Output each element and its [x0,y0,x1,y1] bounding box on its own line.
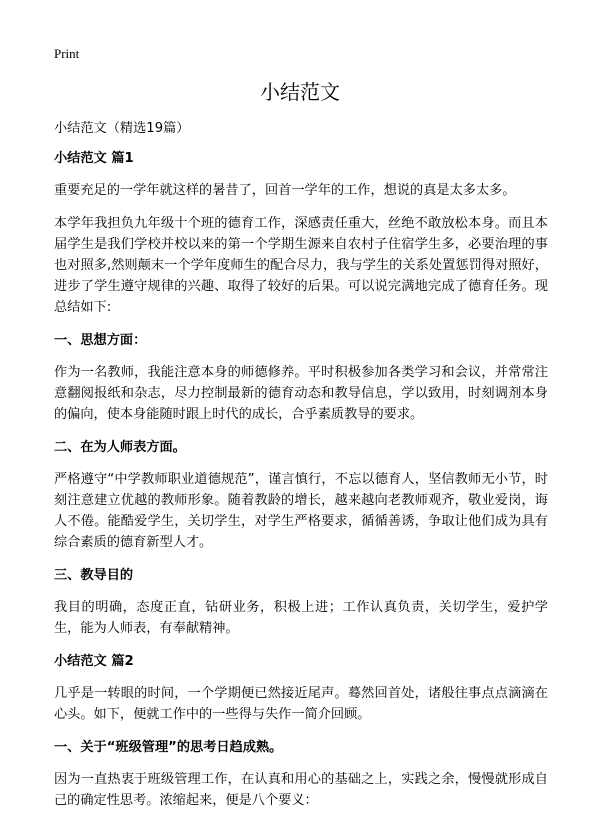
paragraph: 严格遵守“中学教师职业道德规范”，谨言慎行，不忘以德育人，坚信教师无小节，时刻注意建立优越的教师形象。随着教龄的增长，越来越向老教师观齐，敬业爱岗，诲人不倦。能酷爱学生，关切学生，对学生严格要求，循循善诱，争取让他们成为具有综合素质的德育新型人才。 [54,472,548,550]
section-heading: 小结范文 篇1 [54,151,134,166]
document-subtitle: 小结范文（精选19篇） [54,121,190,136]
paragraph: 作为一名教师，我能注意本身的师德修养。平时积极参加各类学习和会议，并常常注意翻阅报纸和杂志，尽力控制最新的德育动态和教导信息，学以致用，时刻调剂本身的偏向，使本身能随时跟上时代的成长，合乎素质教导的要求。 [54,365,548,422]
page-title: 小结范文 [260,80,340,104]
paragraph: 我目的明确，态度正直，钻研业务，积极上进；工作认真负责，关切学生，爱护学生，能为人师表，有奉献精神。 [54,600,548,636]
section-heading: 一、关于“班级管理”的思考日趋成熟。 [54,740,283,755]
paragraph: 本学年我担负九年级十个班的德育工作，深感责任重大，丝绝不敢放松本身。而且本届学生是我们学校并校以来的第一个学期生源来自农村子住宿学生多，必要治理的事也对照多,然则颠末一个学年度师生的配合尽力，我与学生的关系处置惩罚得对照好，进步了学生遵守规律的兴趣、取得了较好的后果。可以说完满地完成了德育任务。现总结如下: [54,216,548,315]
section-heading: 小结范文 篇2 [54,654,134,669]
section-heading: 一、思想方面： [54,333,147,348]
paragraph: 因为一直热衷于班级管理工作，在认真和用心的基础之上，实践之余，慢慢就形成自己的确定性思考。浓缩起来，便是八个要义： [54,772,548,808]
paragraph: 几乎是一转眼的时间，一个学期便已然接近尾声。蓦然回首处，诸般往事点点滴滴在心头。如下，便就工作中的一些得与失作一简介回顾。 [54,686,548,722]
print-link[interactable]: Print [54,46,80,61]
paragraph: 重要充足的一学年就这样的暑昔了，回首一学年的工作，想说的真是太多太多。 [54,183,516,198]
section-heading: 二、在为人师表方面。 [54,440,186,455]
document-body [54,118,548,823]
section-heading: 三、教导目的 [54,568,134,583]
